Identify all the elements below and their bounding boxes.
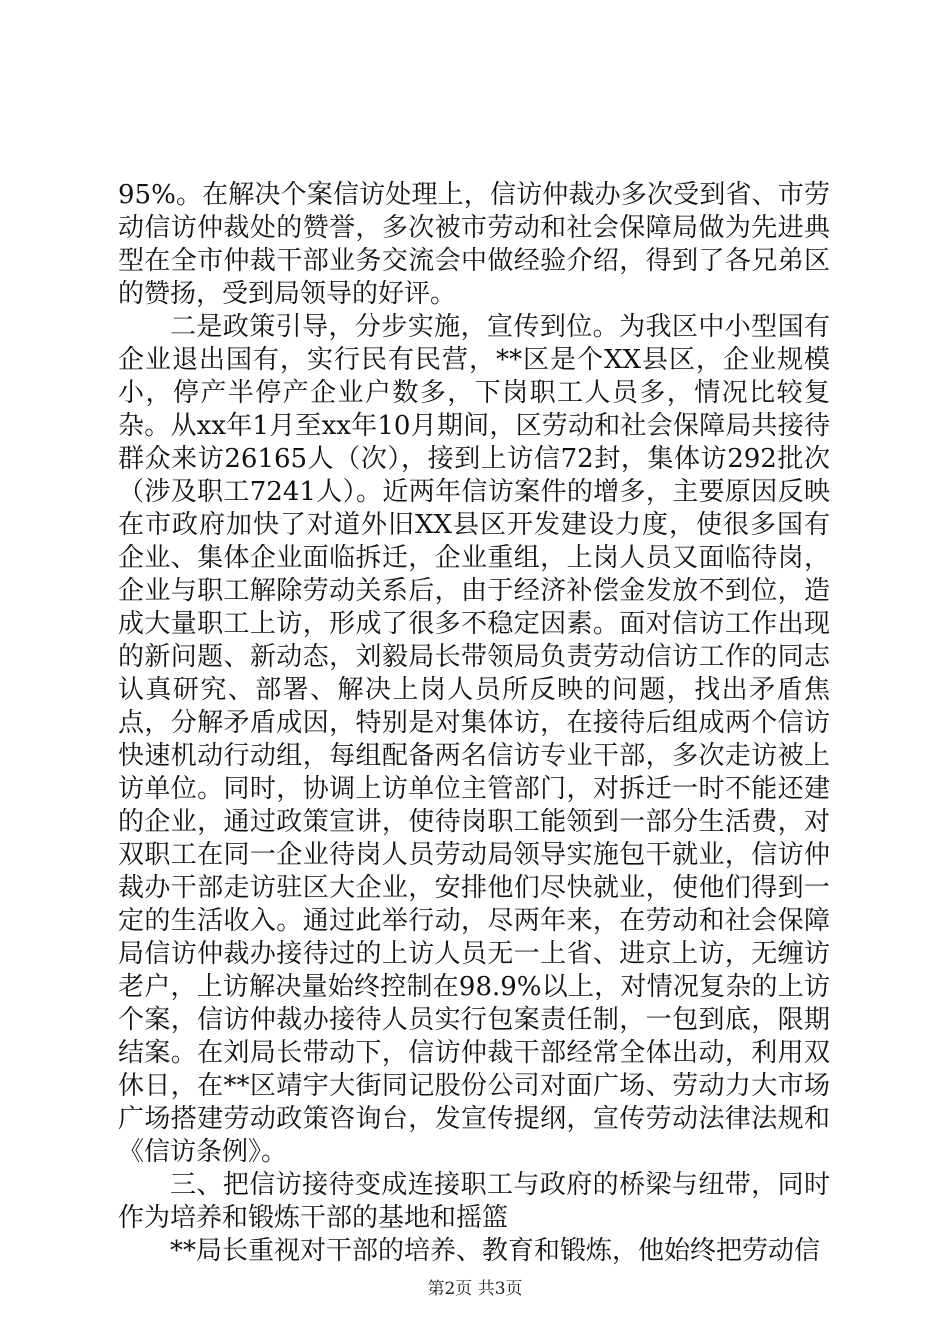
paragraph-3-heading: 三、把信访接待变成连接职工与政府的桥梁与纽带，同时作为培养和锻炼干部的基地和摇篮 xyxy=(118,1170,830,1233)
paragraph-1: 95%。在解决个案信访处理上，信访仲裁办多次受到省、市劳动信访仲裁处的赞誉，多次被市劳动和社会保障局做为先进典型在全市仲裁干部业务交流会中做经验介绍，得到了各兄弟区的赞扬，受到局领导的好评。 xyxy=(118,180,830,309)
paragraph-2: 二是政策引导，分步实施，宣传到位。为我区中小型国有企业退出国有，实行民有民营，**区是个XX县区，企业规模小，停产半停产企业户数多，下岗职工人员多，情况比较复杂。从xx年1月至xx年10月期间，区劳动和社会保障局共接待群众来访26165人（次），接到上访信72封，集体访292批次（涉及职工7241人）。近两年信访案件的增多，主要原因反映在市政府加快了对道外旧XX县区开发建设力度，使很多国有企业、集体企业面临拆迁，企业重组，上岗人员又面临待岗，企业与职工解除劳动关系后，由于经济补偿金发放不到位，造成大量职工上访，形成了很多不稳定因素。面对信访工作出现的新问题、新动态，刘毅局长带领局负责劳动信访工作的同志认真研究、部署、解决上岗人员所反映的问题，找出矛盾焦点，分解矛盾成因，特别是对集体访，在接待后组成两个信访快速机动行动组，每组配备两名信访专业干部，多次走访被上访单位。同时，协调上访单位主管部门，对拆迁一时不能还建的企业，通过政策宣讲，使待岗职工能领到一部分生活费，对双职工在同一企业待岗人员劳动局领导实施包干就业，信访仲裁办干部走访驻区大企业，安排他们尽快就业，使他们得到一定的生活收入。通过此举行动，尽两年来，在劳动和社会保障局信访仲裁办接待过的上访人员无一上省、进京上访，无缠访老户，上访解决量始终控制在98.9%以上，对情况复杂的上访个案，信访仲裁办接待人员实行包案责任制，一包到底，限期结案。在刘局长带动下，信访仲裁干部经常全体出动，利用双休日，在**区靖宇大街同记股份公司对面广场、劳动力大市场广场搭建劳动政策咨询台，发宣传提纲，宣传劳动法律法规和《信访条例》。 xyxy=(118,312,830,1167)
paragraph-4: **局长重视对干部的培养、教育和锻炼，他始终把劳动信 xyxy=(170,1236,821,1266)
body-text xyxy=(118,179,830,1268)
page-footer: 第2页 共3页 xyxy=(427,1279,523,1299)
